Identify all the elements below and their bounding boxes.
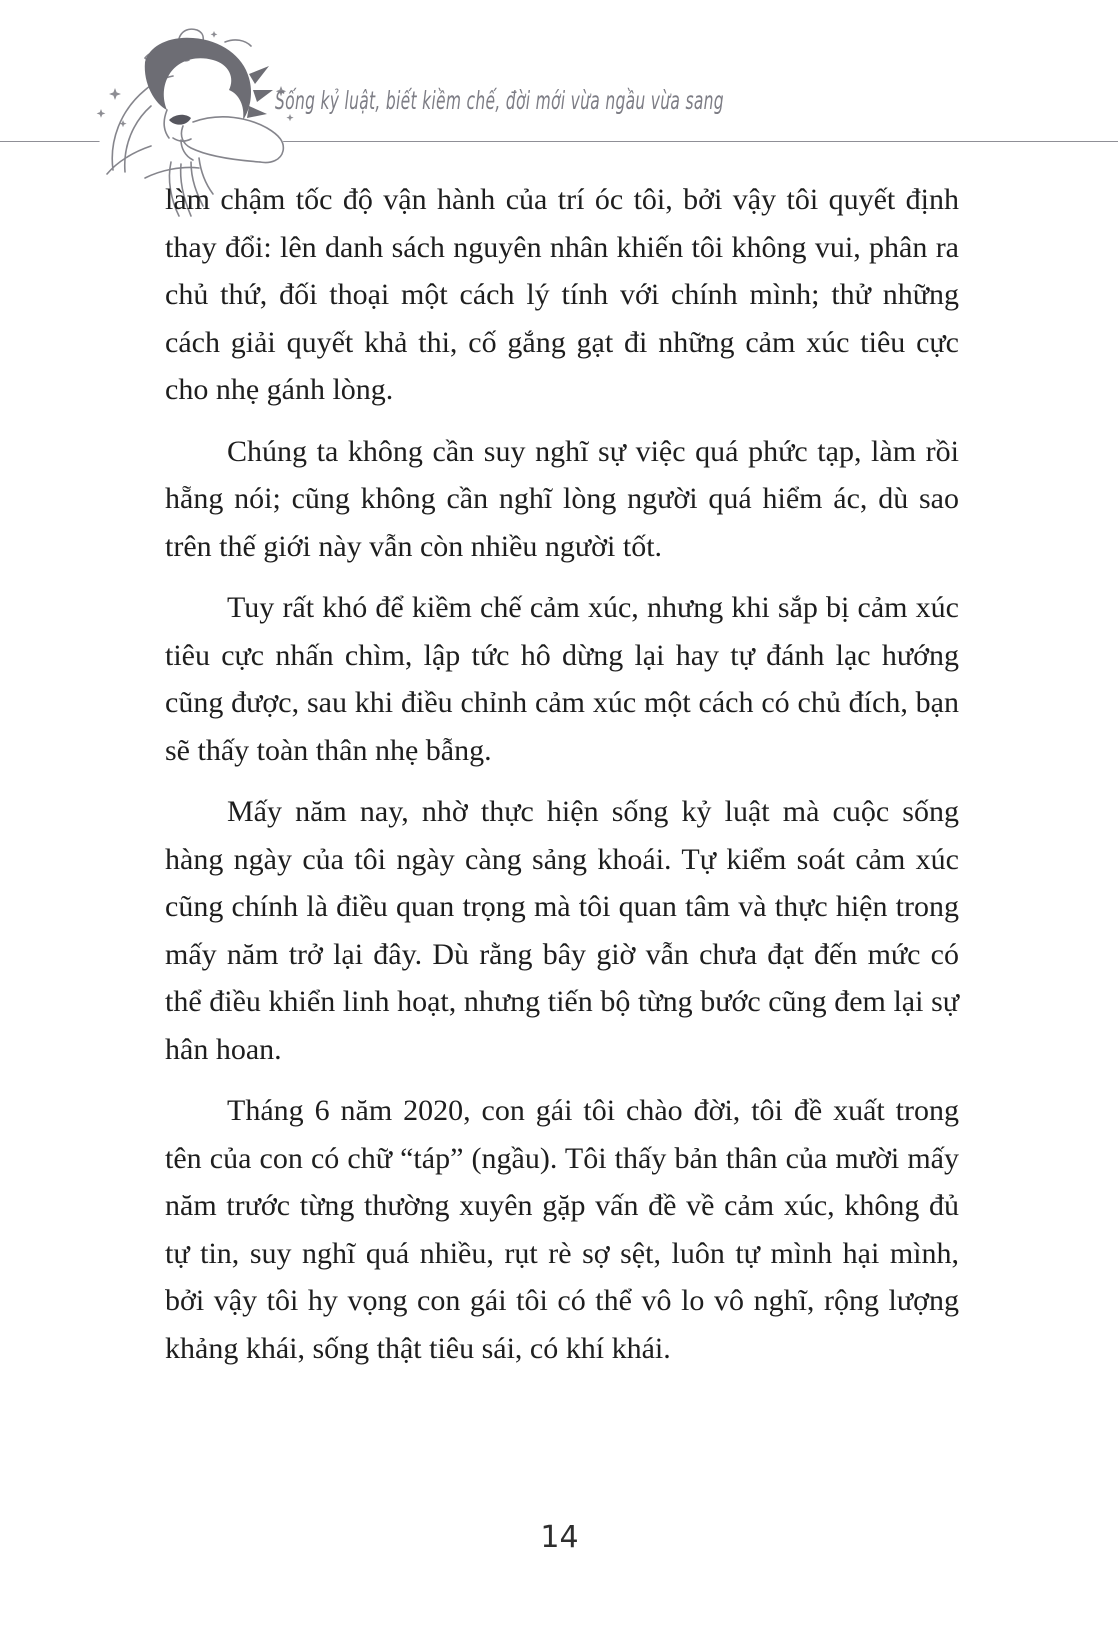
- paragraph-4: Mấy năm nay, nhờ thực hiện sống kỷ luật mà cuộc sống hàng ngày của tôi ngày càng sảng khoái. Tự kiểm soát cảm xúc cũng chính là điều quan trọng mà tôi quan tâm và thực hiện trong mấy năm trở lại đây. Dù rằng bây giờ vẫn chưa đạt đến mức có thể điều khiển linh hoạt, nhưng tiến bộ từng bước cũng đem lại sự hân hoan.: [165, 795, 959, 1066]
- page-number: 14: [540, 1520, 579, 1555]
- running-head-title: Sống kỷ luật, biết kiềm chế, đời mới vừa ngầu vừa sang: [275, 86, 724, 115]
- paragraph-1: làm chậm tốc độ vận hành của trí óc tôi, bởi vậy tôi quyết định thay đổi: lên danh sách nguyên nhân khiến tôi không vui, phân ra chủ thứ, đối thoại một cách lý tính với chính mình; thử những cách giải quyết khả thi, cố gắng gạt đi những cảm xúc tiêu cực cho nhẹ gánh lòng.: [165, 183, 959, 406]
- paragraph-2: Chúng ta không cần suy nghĩ sự việc quá phức tạp, làm rồi hẵng nói; cũng không cần nghĩ lòng người quá hiểm ác, dù sao trên thế giới này vẫn còn nhiều người tốt.: [165, 434, 959, 563]
- page-body: [165, 176, 959, 1386]
- paragraph-3: Tuy rất khó để kiềm chế cảm xúc, nhưng khi sắp bị cảm xúc tiêu cực nhấn chìm, lập tức hô dừng lại hay tự đánh lạc hướng cũng được, sau khi điều chỉnh cảm xúc một cách có chủ đích, bạn sẽ thấy toàn thân nhẹ bẫng.: [165, 591, 959, 767]
- paragraph-5: Tháng 6 năm 2020, con gái tôi chào đời, tôi đề xuất trong tên của con có chữ “táp” (ngầu). Tôi thấy bản thân của mười mấy năm trước từng thường xuyên gặp vấn đề về cảm xúc, không đủ tự tin, suy nghĩ quá nhiều, rụt rè sợ sệt, luôn tự mình hại mình, bởi vậy tôi hy vọng con gái tôi có thể vô lo vô nghĩ, rộng lượng khảng khái, sống thật tiêu sái, có khí khái.: [165, 1094, 959, 1365]
